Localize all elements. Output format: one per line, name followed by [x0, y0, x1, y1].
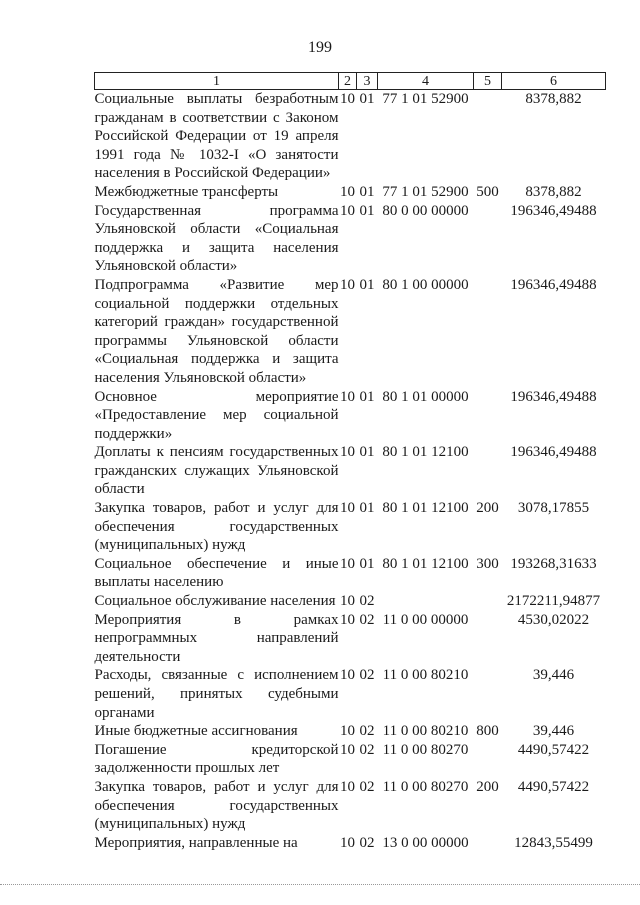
row-name-cell: Подпрограмма «Развитие мер социальной поддержки отдельных категорий граждан» государственной программы Ульяновской области «Социальная поддержка и защита населения Ульяновской области»	[94, 276, 339, 386]
row-amount-cell: 196346,49488	[510, 202, 597, 219]
row-subsection-cell: 02	[359, 667, 375, 684]
row-subsection-cell: 01	[359, 500, 375, 517]
header-row	[95, 73, 606, 90]
row-name-cell: Доплаты к пенсиям государственных гражданских служащих Ульяновской области	[94, 444, 339, 498]
row-amount-cell: 4530,02022	[517, 611, 590, 628]
row-amount-cell: 8378,882	[525, 91, 582, 107]
table-body	[95, 90, 606, 853]
row-target-article-cell: 11 0 00 80210	[382, 667, 469, 684]
row-amount-cell: 3078,17855	[517, 500, 590, 517]
row-section-cell: 10	[340, 388, 355, 405]
row-subsection-cell: 01	[359, 91, 375, 107]
row-target-article-cell: 11 0 00 80270	[382, 778, 469, 795]
header-col-4: 4	[378, 73, 474, 90]
row-subsection-cell: 01	[359, 388, 375, 405]
row-target-article-cell: 77 1 01 52900	[382, 91, 469, 107]
row-section-cell: 10	[340, 555, 355, 572]
row-name-cell: Социальные выплаты безработным гражданам в соответствии с Законом Российской Федерации от 19 апреля 1991 года № 1032-I «О занятости населения в Российской Федерации»	[94, 91, 339, 182]
row-name-cell: Погашение кредиторской задолженности прошлых лет	[94, 741, 339, 777]
row-target-article-cell: 13 0 00 00000	[382, 834, 469, 851]
header-col-1: 1	[95, 73, 339, 90]
table-row	[95, 592, 606, 611]
table-row	[95, 555, 606, 592]
row-target-article-cell: 80 1 01 12100	[382, 444, 469, 461]
row-amount-cell: 196346,49488	[510, 388, 597, 405]
row-subsection-cell: 01	[359, 276, 375, 293]
row-amount-cell: 2172211,94877	[506, 593, 601, 610]
row-subsection-cell: 02	[359, 593, 375, 610]
row-target-article-cell: 77 1 01 52900	[382, 183, 469, 200]
row-target-article-cell: 80 1 01 12100	[382, 555, 469, 572]
row-expense-type-cell: 300	[476, 555, 499, 572]
row-expense-type-cell: 800	[476, 723, 499, 740]
header-col-5: 5	[474, 73, 502, 90]
header-col-2: 2	[339, 73, 357, 90]
row-section-cell: 10	[340, 611, 355, 628]
row-expense-type-cell	[474, 611, 502, 667]
row-amount-cell: 4490,57422	[517, 741, 590, 758]
row-section-cell: 10	[340, 723, 355, 740]
page-number: 199	[308, 39, 332, 56]
row-expense-type-cell	[474, 90, 502, 183]
row-expense-type-cell	[474, 443, 502, 499]
row-name-cell: Расходы, связанные с исполнением решений, принятых судебными органами	[94, 667, 339, 721]
header-col-3: 3	[357, 73, 378, 90]
row-amount-cell: 39,446	[532, 667, 575, 684]
row-subsection-cell: 02	[359, 834, 375, 851]
row-amount-cell: 39,446	[532, 723, 575, 740]
row-section-cell: 10	[340, 444, 355, 461]
row-section-cell: 10	[340, 500, 355, 517]
table-row	[95, 611, 606, 667]
row-subsection-cell: 01	[359, 444, 375, 461]
row-expense-type-cell: 200	[476, 778, 499, 795]
row-name-cell: Основное мероприятие «Предоставление мер социальной поддержки»	[94, 388, 339, 442]
row-name-cell: Закупка товаров, работ и услуг для обеспечения государственных (муниципальных) нужд	[94, 500, 339, 554]
row-section-cell: 10	[340, 741, 355, 758]
row-expense-type-cell	[474, 388, 502, 444]
row-name-cell: Мероприятия в рамках непрограммных направлений деятельности	[94, 611, 339, 665]
row-section-cell: 10	[340, 276, 355, 293]
row-name-cell: Государственная программа Ульяновской области «Социальная поддержка и защита населения Ульяновской области»	[94, 202, 339, 275]
row-section-cell: 10	[340, 667, 355, 684]
table-row	[95, 276, 606, 388]
table-header	[95, 73, 606, 90]
budget-table	[94, 72, 606, 852]
header-col-6: 6	[502, 73, 606, 90]
row-name-cell: Закупка товаров, работ и услуг для обеспечения государственных (муниципальных) нужд	[94, 778, 339, 833]
row-subsection-cell: 02	[359, 741, 375, 758]
row-expense-type-cell	[474, 741, 502, 778]
row-expense-type-cell	[474, 666, 502, 722]
row-section-cell: 10	[340, 202, 355, 219]
row-name-cell: Социальное обеспечение и иные выплаты населению	[94, 555, 339, 591]
row-section-cell: 10	[340, 778, 355, 795]
table-row	[95, 666, 606, 722]
row-amount-cell: 193268,31633	[510, 555, 597, 572]
row-section-cell: 10	[340, 593, 355, 610]
row-amount-cell: 196346,49488	[510, 276, 597, 293]
row-expense-type-cell: 500	[476, 183, 499, 200]
row-expense-type-cell	[474, 276, 502, 388]
row-target-article-cell: 11 0 00 80210	[382, 723, 469, 740]
row-target-article-cell: 11 0 00 00000	[382, 611, 469, 628]
row-subsection-cell: 01	[359, 183, 375, 200]
row-name-cell: Социальное обслуживание населения	[94, 593, 336, 610]
row-expense-type-cell: 200	[476, 500, 499, 517]
table-row	[95, 834, 606, 853]
row-expense-type-cell	[474, 202, 502, 276]
table-row	[95, 183, 606, 202]
row-section-cell: 10	[340, 183, 355, 200]
row-amount-cell: 196346,49488	[510, 444, 597, 461]
table-row	[95, 388, 606, 444]
row-subsection-cell: 02	[359, 611, 375, 628]
scan-edge-line	[0, 884, 640, 886]
row-expense-type-cell	[474, 592, 502, 611]
row-target-article-cell: 80 1 00 00000	[382, 276, 469, 293]
table-row	[95, 499, 606, 555]
row-target-article-cell: 80 1 01 00000	[382, 388, 469, 405]
row-subsection-cell: 01	[359, 555, 375, 572]
row-subsection-cell: 01	[359, 202, 375, 219]
table-row	[95, 443, 606, 499]
row-amount-cell: 4490,57422	[517, 778, 590, 795]
row-section-cell: 10	[340, 834, 355, 851]
row-name-cell: Иные бюджетные ассигнования	[94, 723, 298, 740]
row-expense-type-cell	[474, 834, 502, 853]
row-subsection-cell: 02	[359, 723, 375, 740]
row-amount-cell: 8378,882	[525, 183, 582, 200]
table-row	[95, 741, 606, 778]
table-row	[95, 722, 606, 741]
row-name-cell: Мероприятия, направленные на	[94, 834, 298, 851]
row-name-cell: Межбюджетные трансферты	[94, 183, 279, 200]
table-row	[95, 202, 606, 276]
row-target-article-cell: 80 1 01 12100	[382, 500, 469, 517]
row-section-cell: 10	[340, 91, 355, 107]
table-row	[95, 90, 606, 183]
table-row	[95, 778, 606, 834]
row-subsection-cell: 02	[359, 778, 375, 795]
row-amount-cell: 12843,55499	[514, 834, 593, 851]
row-target-article-cell: 80 0 00 00000	[382, 202, 469, 219]
row-target-article-cell: 11 0 00 80270	[382, 741, 469, 758]
row-target-article-cell	[378, 592, 474, 611]
